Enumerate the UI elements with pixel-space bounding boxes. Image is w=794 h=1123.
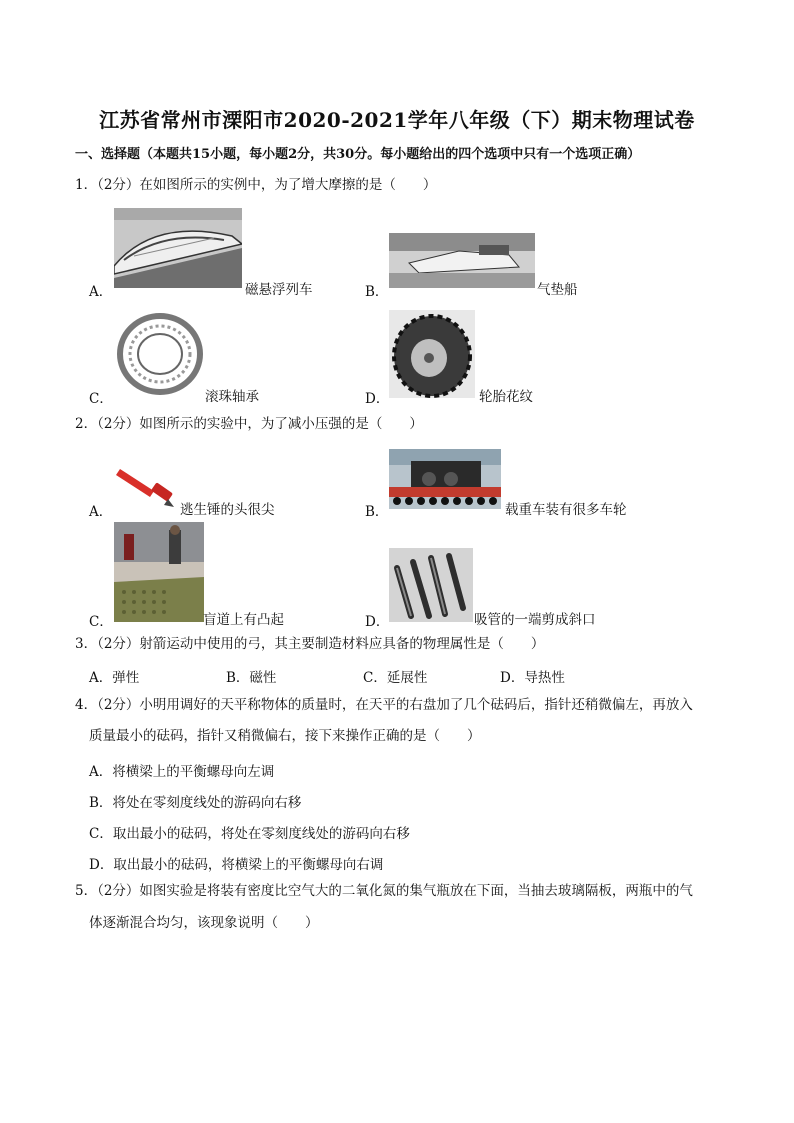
q3-options	[89, 666, 637, 686]
q1-option-a-letter: A．	[89, 284, 113, 300]
tire-tread-image	[389, 310, 475, 398]
q1-option-c-letter: C．	[89, 391, 113, 407]
q1-option-c-text: 滚珠轴承	[205, 389, 259, 405]
question-4-stem-line1: 4．（2分）小明用调好的天平称物体的质量时，在天平的右盘加了几个砝码后，指针还稍微偏左，再放入	[75, 697, 693, 713]
q3-option-d: D．导热性	[500, 670, 565, 686]
section-heading: 一、选择题（本题共15小题，每小题2分，共30分。每小题给出的四个选项中只有一个选项正确）	[75, 147, 641, 162]
q2-option-d-letter: D．	[365, 614, 390, 630]
q2-option-d-text: 吸管的一端剪成斜口	[474, 612, 596, 628]
q1-option-a-text: 磁悬浮列车	[245, 282, 313, 298]
q3-option-c: C．延展性	[363, 670, 428, 686]
q1-option-d-text: 轮胎花纹	[479, 389, 533, 405]
q2-option-a-letter: A．	[89, 504, 113, 520]
ball-bearing-image	[114, 310, 206, 398]
q4-option-b: B．将处在零刻度线处的游码向右移	[89, 795, 302, 811]
q3-option-a: A．弹性	[89, 670, 140, 686]
q2-option-b-letter: B．	[365, 504, 389, 520]
q2-option-a-text: 逃生锤的头很尖	[180, 502, 275, 518]
q1-option-d-letter: D．	[365, 391, 390, 407]
question-4-stem-line2: 质量最小的砝码，指针又稍微偏右，接下来操作正确的是（ ）	[89, 728, 481, 744]
q2-option-c-letter: C．	[89, 614, 113, 630]
straws-image	[389, 548, 473, 622]
q3-option-b: B．磁性	[226, 670, 277, 686]
question-5-stem-line1: 5．（2分）如图实验是将装有密度比空气大的二氧化氮的集气瓶放在下面，当抽去玻璃隔板，两瓶中的气	[75, 883, 693, 899]
tactile-paving-image	[114, 522, 204, 622]
q2-option-c-text: 盲道上有凸起	[203, 612, 284, 628]
question-1-stem: 1．（2分）在如图所示的实例中，为了增大摩擦的是（ ）	[75, 177, 437, 193]
q1-option-b-text: 气垫船	[537, 282, 578, 298]
q4-option-d: D．取出最小的砝码，将横梁上的平衡螺母向右调	[89, 857, 384, 873]
question-2-stem: 2．（2分）如图所示的实验中，为了减小压强的是（ ）	[75, 416, 423, 432]
escape-hammer-image	[114, 461, 184, 513]
q4-option-a: A．将横梁上的平衡螺母向左调	[89, 764, 275, 780]
q2-option-b-text: 载重车装有很多车轮	[505, 502, 627, 518]
page-title: 江苏省常州市溧阳市2020-2021学年八年级（下）期末物理试卷	[99, 108, 695, 132]
question-5-stem-line2: 体逐渐混合均匀，该现象说明（ ）	[89, 915, 319, 931]
q4-option-c: C．取出最小的砝码，将处在零刻度线处的游码向右移	[89, 826, 410, 842]
heavy-truck-image	[389, 449, 501, 509]
question-3-stem: 3．（2分）射箭运动中使用的弓，其主要制造材料应具备的物理属性是（ ）	[75, 636, 545, 652]
q1-option-b-letter: B．	[365, 284, 389, 300]
maglev-train-image	[114, 208, 242, 288]
hovercraft-image	[389, 233, 535, 288]
